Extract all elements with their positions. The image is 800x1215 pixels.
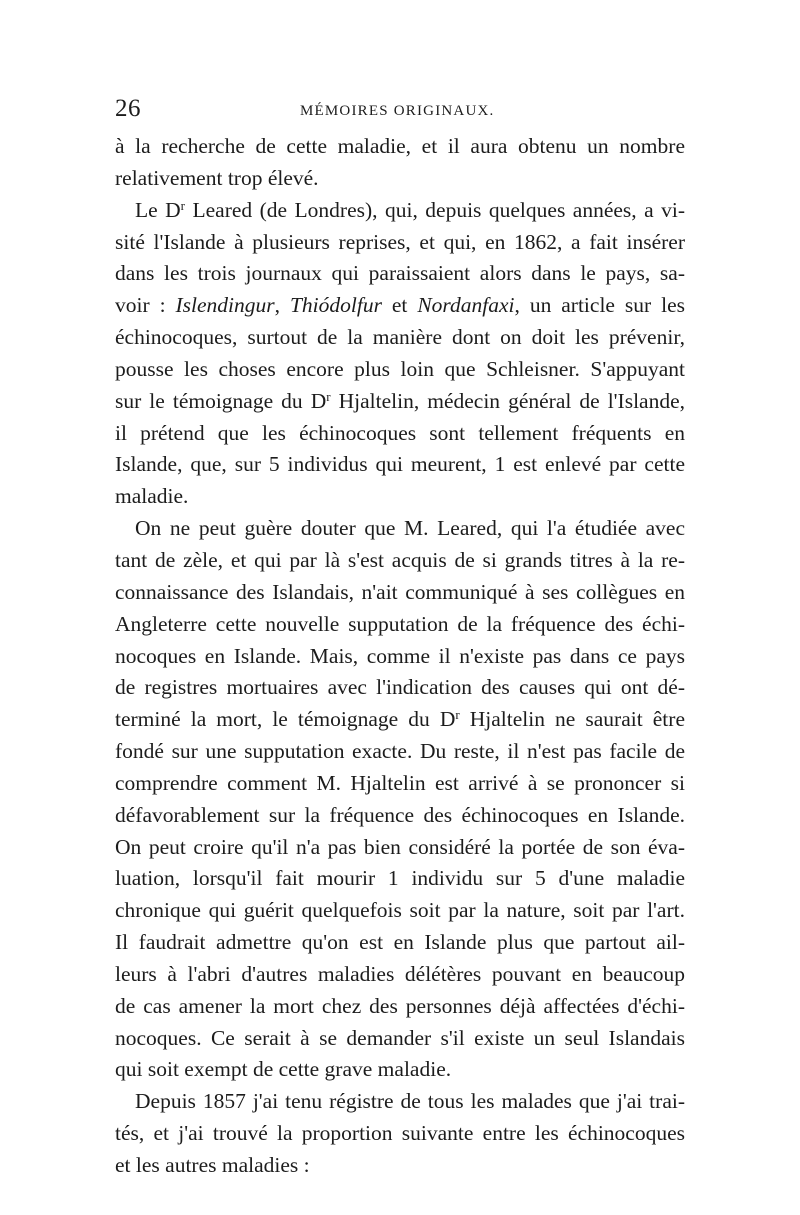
body-text [115, 131, 685, 1182]
text-line: terminé la mort, le témoignage du $D^r$ Hjaltelin ne saurait être [115, 707, 685, 732]
text-line: tés, et j'ai trouvé la proportion suivante entre les échinocoques [115, 1121, 685, 1146]
text-line: maladie. [115, 484, 189, 509]
text-line: Depuis 1857 j'ai tenu régistre de tous les malades que j'ai trai- [135, 1089, 685, 1114]
page-number: 26 [115, 95, 141, 122]
text-line: fondé sur une supputation exacte. Du reste, il n'est pas facile de [115, 739, 685, 764]
journal-title: Thiódolfur [289, 293, 382, 318]
text-line: de cas amener la mort chez des personnes déjà affectées d'échi- [115, 993, 685, 1018]
text-line: qui soit exempt de cette grave maladie. [115, 1057, 452, 1082]
paragraph-2 [115, 195, 685, 513]
text-line: On ne peut guère douter que M. Leared, qui l'a étudiée avec [135, 516, 685, 541]
text-line: connaissance des Islandais, n'ait communiqué à ses collègues en [115, 579, 685, 604]
text-line: luation, lorsqu'il fait mourir 1 individu sur 5 d'une maladie [115, 866, 685, 891]
text-line: leurs à l'abri d'autres maladies délétères pouvant en beaucoup [115, 961, 685, 986]
text-line: Il faudrait admettre qu'on est en Islande plus que partout ail- [115, 930, 685, 955]
text-line: il prétend que les échinocoques sont tellement fréquents en [115, 420, 685, 445]
paragraph-3 [115, 513, 685, 1086]
text-line: Angleterre cette nouvelle supputation de la fréquence des échi- [115, 611, 685, 636]
text-line: nocoques. Ce serait à se demander s'il existe un seul Islandais [115, 1025, 685, 1050]
page-header [115, 95, 685, 125]
paragraph-4 [115, 1086, 685, 1182]
text-line: Islande, que, sur 5 individus qui meurent, 1 est enlevé par cette [115, 452, 685, 477]
text-line: à la recherche de cette maladie, et il aura obtenu un nombre [115, 134, 685, 158]
text-line: pousse les choses encore plus loin que Schleisner. S'appuyant [115, 356, 685, 381]
text-line: comprendre comment M. Hjaltelin est arrivé à se prononcer si [115, 770, 685, 795]
text-line: sur le témoignage du $D^r$ Hjaltelin, médecin général de l'Islande, [115, 388, 685, 413]
text-line: de registres mortuaires avec l'indication des causes qui ont dé- [115, 675, 685, 700]
text-line: nocoques en Islande. Mais, comme il n'existe pas dans ce pays [115, 643, 685, 668]
journal-title: Islendingur [175, 293, 275, 318]
running-title: MÉMOIRES ORIGINAUX. [300, 103, 495, 119]
text-line: échinocoques, surtout de la manière dont on doit les prévenir, [115, 325, 685, 350]
paragraph-1 [115, 131, 685, 195]
text-line: Le $D^r$ Leared (de Londres), qui, depuis quelques années, a vi- [135, 197, 685, 222]
text-line: et les autres maladies : [115, 1153, 310, 1177]
text-line: On peut croire qu'il n'a pas bien considéré la portée de son éva- [115, 834, 685, 859]
text-line: relativement trop élevé. [115, 165, 319, 190]
text-line: voir : Islendingur, Thiódolfur et Nordanfaxi, un article sur les [115, 293, 685, 318]
text-line: défavorablement sur la fréquence des échinocoques en Islande. [115, 802, 685, 827]
text-line: dans les trois journaux qui paraissaient alors dans le pays, sa- [115, 261, 685, 286]
text-line: chronique qui guérit quelquefois soit par la nature, soit par l'art. [115, 898, 685, 923]
journal-title: Nordanfaxi [417, 293, 515, 318]
text-line: tant de zèle, et qui par là s'est acquis de si grands titres à la re- [115, 547, 685, 572]
text-line: sité l'Islande à plusieurs reprises, et qui, en 1862, a fait insérer [115, 229, 685, 254]
